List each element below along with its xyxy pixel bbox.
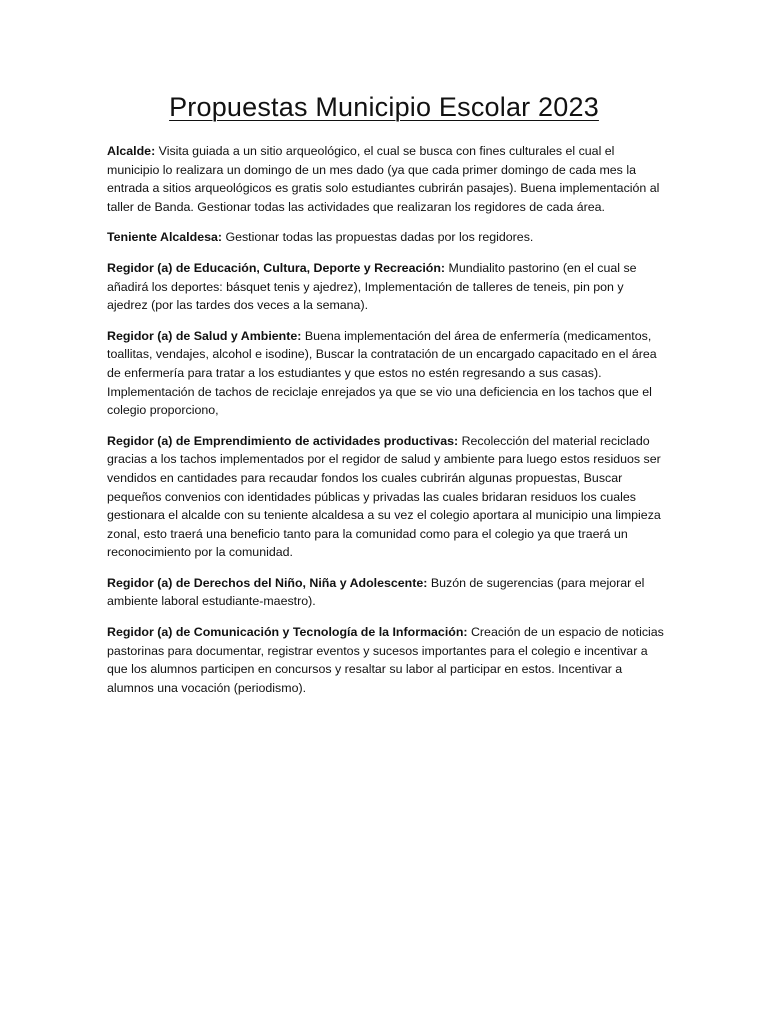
document-title: Propuestas Municipio Escolar 2023 <box>169 92 599 122</box>
paragraph-text: Creación de un espacio de noticias pastorinas para documentar, registrar eventos y sucesos importantes para el colegio e incentivar a que los alumnos participen en concursos y resaltar su labor al participar en estos. Incentivar a alumnos una vocación (periodismo). <box>107 625 664 695</box>
paragraph-text: Buzón de sugerencias (para mejorar el ambiente laboral estudiante-maestro). <box>107 575 645 609</box>
paragraph-regidor-emprendimiento <box>107 432 665 562</box>
paragraph-regidor-salud <box>107 327 665 420</box>
paragraph-label: Regidor (a) de Derechos del Niño, Niña y Adolescente: <box>107 575 428 590</box>
document-body <box>107 142 665 709</box>
paragraph-regidor-comunicacion <box>107 623 665 697</box>
paragraph-label: Regidor (a) de Salud y Ambiente: <box>107 328 302 343</box>
paragraph-regidor-educacion <box>107 259 665 315</box>
paragraph-alcalde <box>107 142 665 216</box>
paragraph-text: Visita guiada a un sitio arqueológico, el cual se busca con fines culturales el cual el municipio lo realizara un domingo de un mes dado (ya que cada primer domingo de cada mes la entrada a sitios arqueológicos es gratis solo estudiantes cubrirán pasajes). Buena implementación al taller de Banda. Gestionar todas las actividades que realizaran los regidores de cada área. <box>107 144 660 214</box>
paragraph-text: Recolección del material reciclado gracias a los tachos implementados por el regidor de salud y ambiente para luego estos residuos ser vendidos en cantidades para recaudar fondos los cuales cubrirán algunas propuestas, Buscar pequeños convenios con identidades públicas y privadas las cuales bridaran residuos los cuales gestionara el alcalde con su teniente alcaldesa a su vez el colegio aportara al municipio una limpieza zonal, esto traerá una beneficio tanto para la comunidad como para el colegio ya que traerá un reconocimiento por la comunidad. <box>107 433 661 560</box>
paragraph-text: Buena implementación del área de enfermería (medicamentos, toallitas, vendajes, alcohol e isodine), Buscar la contratación de un encargado capacitado en el área de enfermería para tratar a los estudiantes y que estos no estén regresando a sus casas). Implementación de tachos de reciclaje enrejados ya que se vio una deficiencia en los tachos que el colegio proporciono, <box>107 328 657 418</box>
paragraph-label: Teniente Alcaldesa: <box>107 230 222 245</box>
paragraph-label: Regidor (a) de Educación, Cultura, Deporte y Recreación: <box>107 260 446 275</box>
paragraph-regidor-derechos <box>107 574 665 611</box>
paragraph-label: Alcalde: <box>107 144 156 158</box>
paragraph-label: Regidor (a) de Comunicación y Tecnología de la Información: <box>107 625 468 640</box>
paragraph-text: Gestionar todas las propuestas dadas por los regidores. <box>225 230 534 245</box>
paragraph-text: Mundialito pastorino (en el cual se añadirá los deportes: básquet tenis y ajedrez), Implementación de talleres de teneis, pin pon y ajedrez (por las tardes dos veces a la semana). <box>107 260 637 313</box>
paragraph-teniente-alcaldesa <box>107 228 665 247</box>
paragraph-label: Regidor (a) de Emprendimiento de actividades productivas: <box>107 433 459 448</box>
